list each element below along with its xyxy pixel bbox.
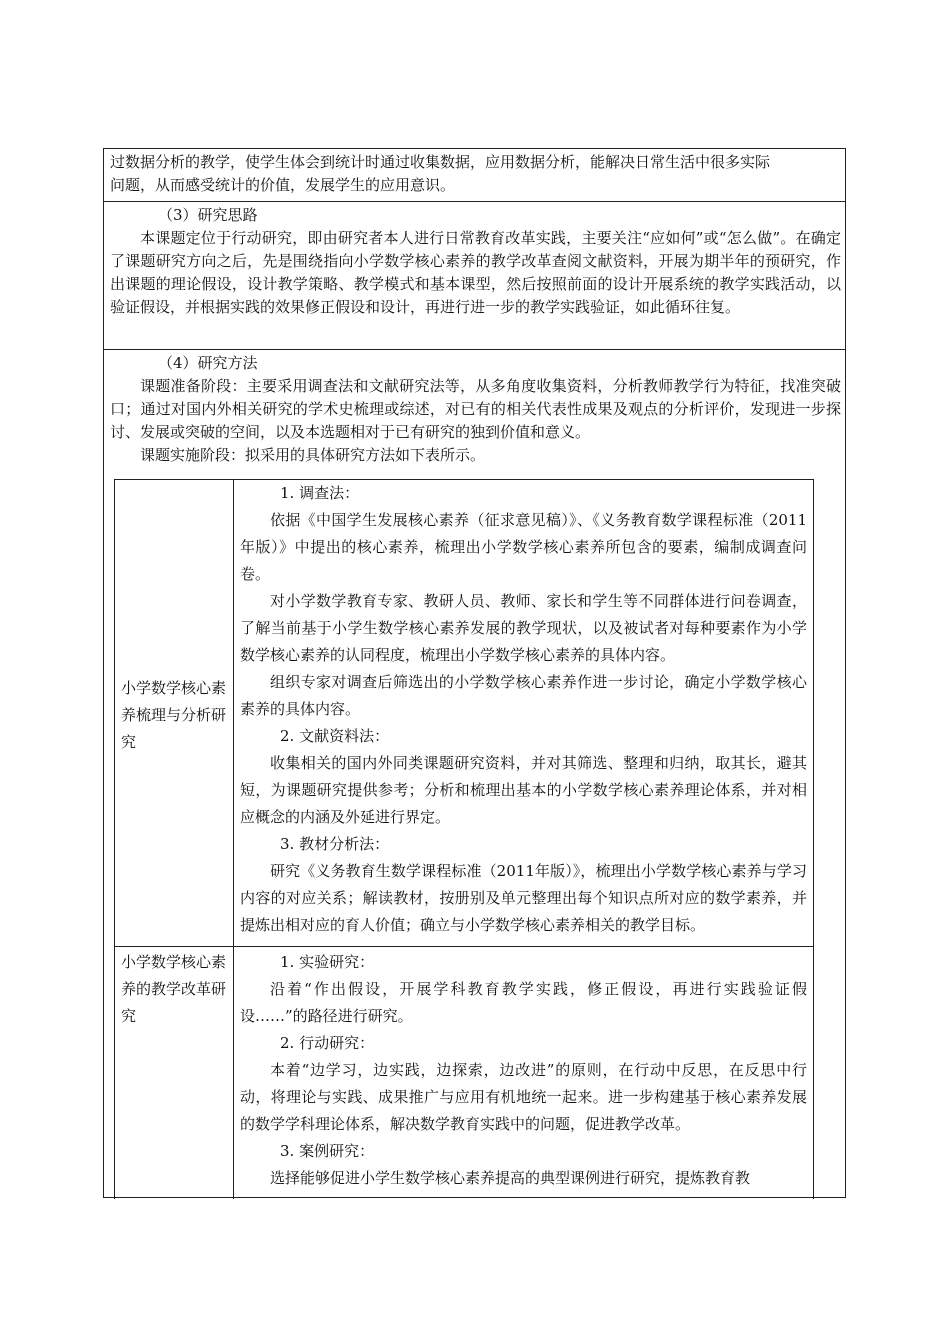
intro-block — [110, 151, 841, 197]
methods-table — [114, 479, 814, 1199]
intro-line-1: 过数据分析的教学，使学生体会到统计时通过收集数据，应用数据分析，能解决日常生活中很多实际 — [110, 153, 771, 171]
section-3 — [110, 204, 841, 319]
intro-line-2: 问题，从而感受统计的价值，发展学生的应用意识。 — [110, 176, 456, 194]
divider — [104, 201, 845, 202]
row-2-item-2-title: 2. 行动研究： — [280, 1034, 375, 1052]
divider — [104, 349, 845, 350]
row-1-item-1-para: 对小学数学教育专家、教研人员、教师、家长和学生等不同群体进行问卷调查，了解当前基于小学生数学核心素养发展的教学现状，以及被试者对每种要素作为小学数学核心素养的认同程度，梳理出小学数学核心素养的具体内容。 — [240, 592, 807, 664]
row-1-item-3-para: 研究《义务教育生数学课程标准（2011年版）》，梳理出小学数学核心素养与学习内容的对应关系；解读教材，按册别及单元整理出每个知识点所对应的数学素养，并提炼出相对应的育人价值；确立与小学数学核心素养相关的教学目标。 — [240, 862, 807, 934]
row-2-item-1-title: 1. 实验研究： — [280, 953, 375, 971]
row-2-item-2-para: 本着“边学习，边实践，边探索，边改进”的原则，在行动中反思，在反思中行动，将理论与实践、成果推广与应用有机地统一起来。进一步构建基于核心素养发展的数学学科理论体系，解决数学教育实践中的问题，促进教学改革。 — [240, 1061, 807, 1133]
row-1-item-1-para: 组织专家对调查后筛选出的小学数学核心素养作进一步讨论，确定小学数学核心素养的具体内容。 — [240, 673, 807, 718]
row-1-item-2-title: 2. 文献资料法： — [280, 727, 390, 745]
section-4-para-1: 课题准备阶段：主要采用调查法和文献研究法等，从多角度收集资料，分析教师教学行为特征，找准突破口；通过对国内外相关研究的学术史梳理或综述，对已有的相关代表性成果及观点的分析评价，发现进一步探讨、发展或突破的空间，以及本选题相对于已有研究的独到价值和意义。 — [110, 377, 841, 441]
row-1-item-1-title: 1. 调查法： — [280, 484, 360, 502]
document-frame — [103, 148, 846, 1198]
section-4-para-2: 课题实施阶段：拟采用的具体研究方法如下表所示。 — [140, 446, 486, 464]
row-1-label: 小学数学核心素养梳理与分析研究 — [121, 679, 227, 751]
section-3-body: 本课题定位于行动研究，即由研究者本人进行日常教育改革实践，主要关注“应如何”或“怎么做”。在确定了课题研究方向之后，先是围绕指向小学数学核心素养的教学改革查阅文献资料，开展为期半年的预研究，作出课题的理论假设，设计教学策略、教学模式和基本课型，然后按照前面的设计开展系统的教学实践活动，以验证假设，并根据实践的效果修正假设和设计，再进行进一步的教学实践验证，如此循环往复。 — [110, 229, 841, 316]
row-1-item-1-para: 依据《中国学生发展核心素养（征求意见稿）》、《义务教育数学课程标准（2011年版）》中提出的核心素养，梳理出小学数学核心素养所包含的要素，编制成调查问卷。 — [240, 511, 807, 583]
section-4 — [110, 352, 841, 467]
row-2-item-3-para: 选择能够促进小学生数学核心素养提高的典型课例进行研究，提炼教育教 — [270, 1169, 751, 1187]
row-2-label: 小学数学核心素养的教学改革研究 — [121, 953, 227, 1025]
row-1-item-2-para: 收集相关的国内外同类课题研究资料，并对其筛选、整理和归纳，取其长，避其短，为课题研究提供参考；分析和梳理出基本的小学数学核心素养理论体系，并对相应概念的内涵及外延进行界定。 — [240, 754, 807, 826]
row-1-content — [240, 480, 807, 939]
row-2-item-1-para: 沿着“作出假设，开展学科教育教学实践，修正假设，再进行实践验证假设……”的路径进行研究。 — [240, 980, 807, 1025]
row-2-item-3-title: 3. 案例研究： — [280, 1142, 375, 1160]
row-1-item-3-title: 3. 教材分析法： — [280, 835, 390, 853]
table-column-divider — [233, 479, 234, 1199]
row-2-content — [240, 949, 807, 1192]
section-4-heading: （4）研究方法 — [158, 354, 258, 372]
section-3-heading: （3）研究思路 — [158, 206, 258, 224]
table-row-divider — [115, 946, 813, 947]
